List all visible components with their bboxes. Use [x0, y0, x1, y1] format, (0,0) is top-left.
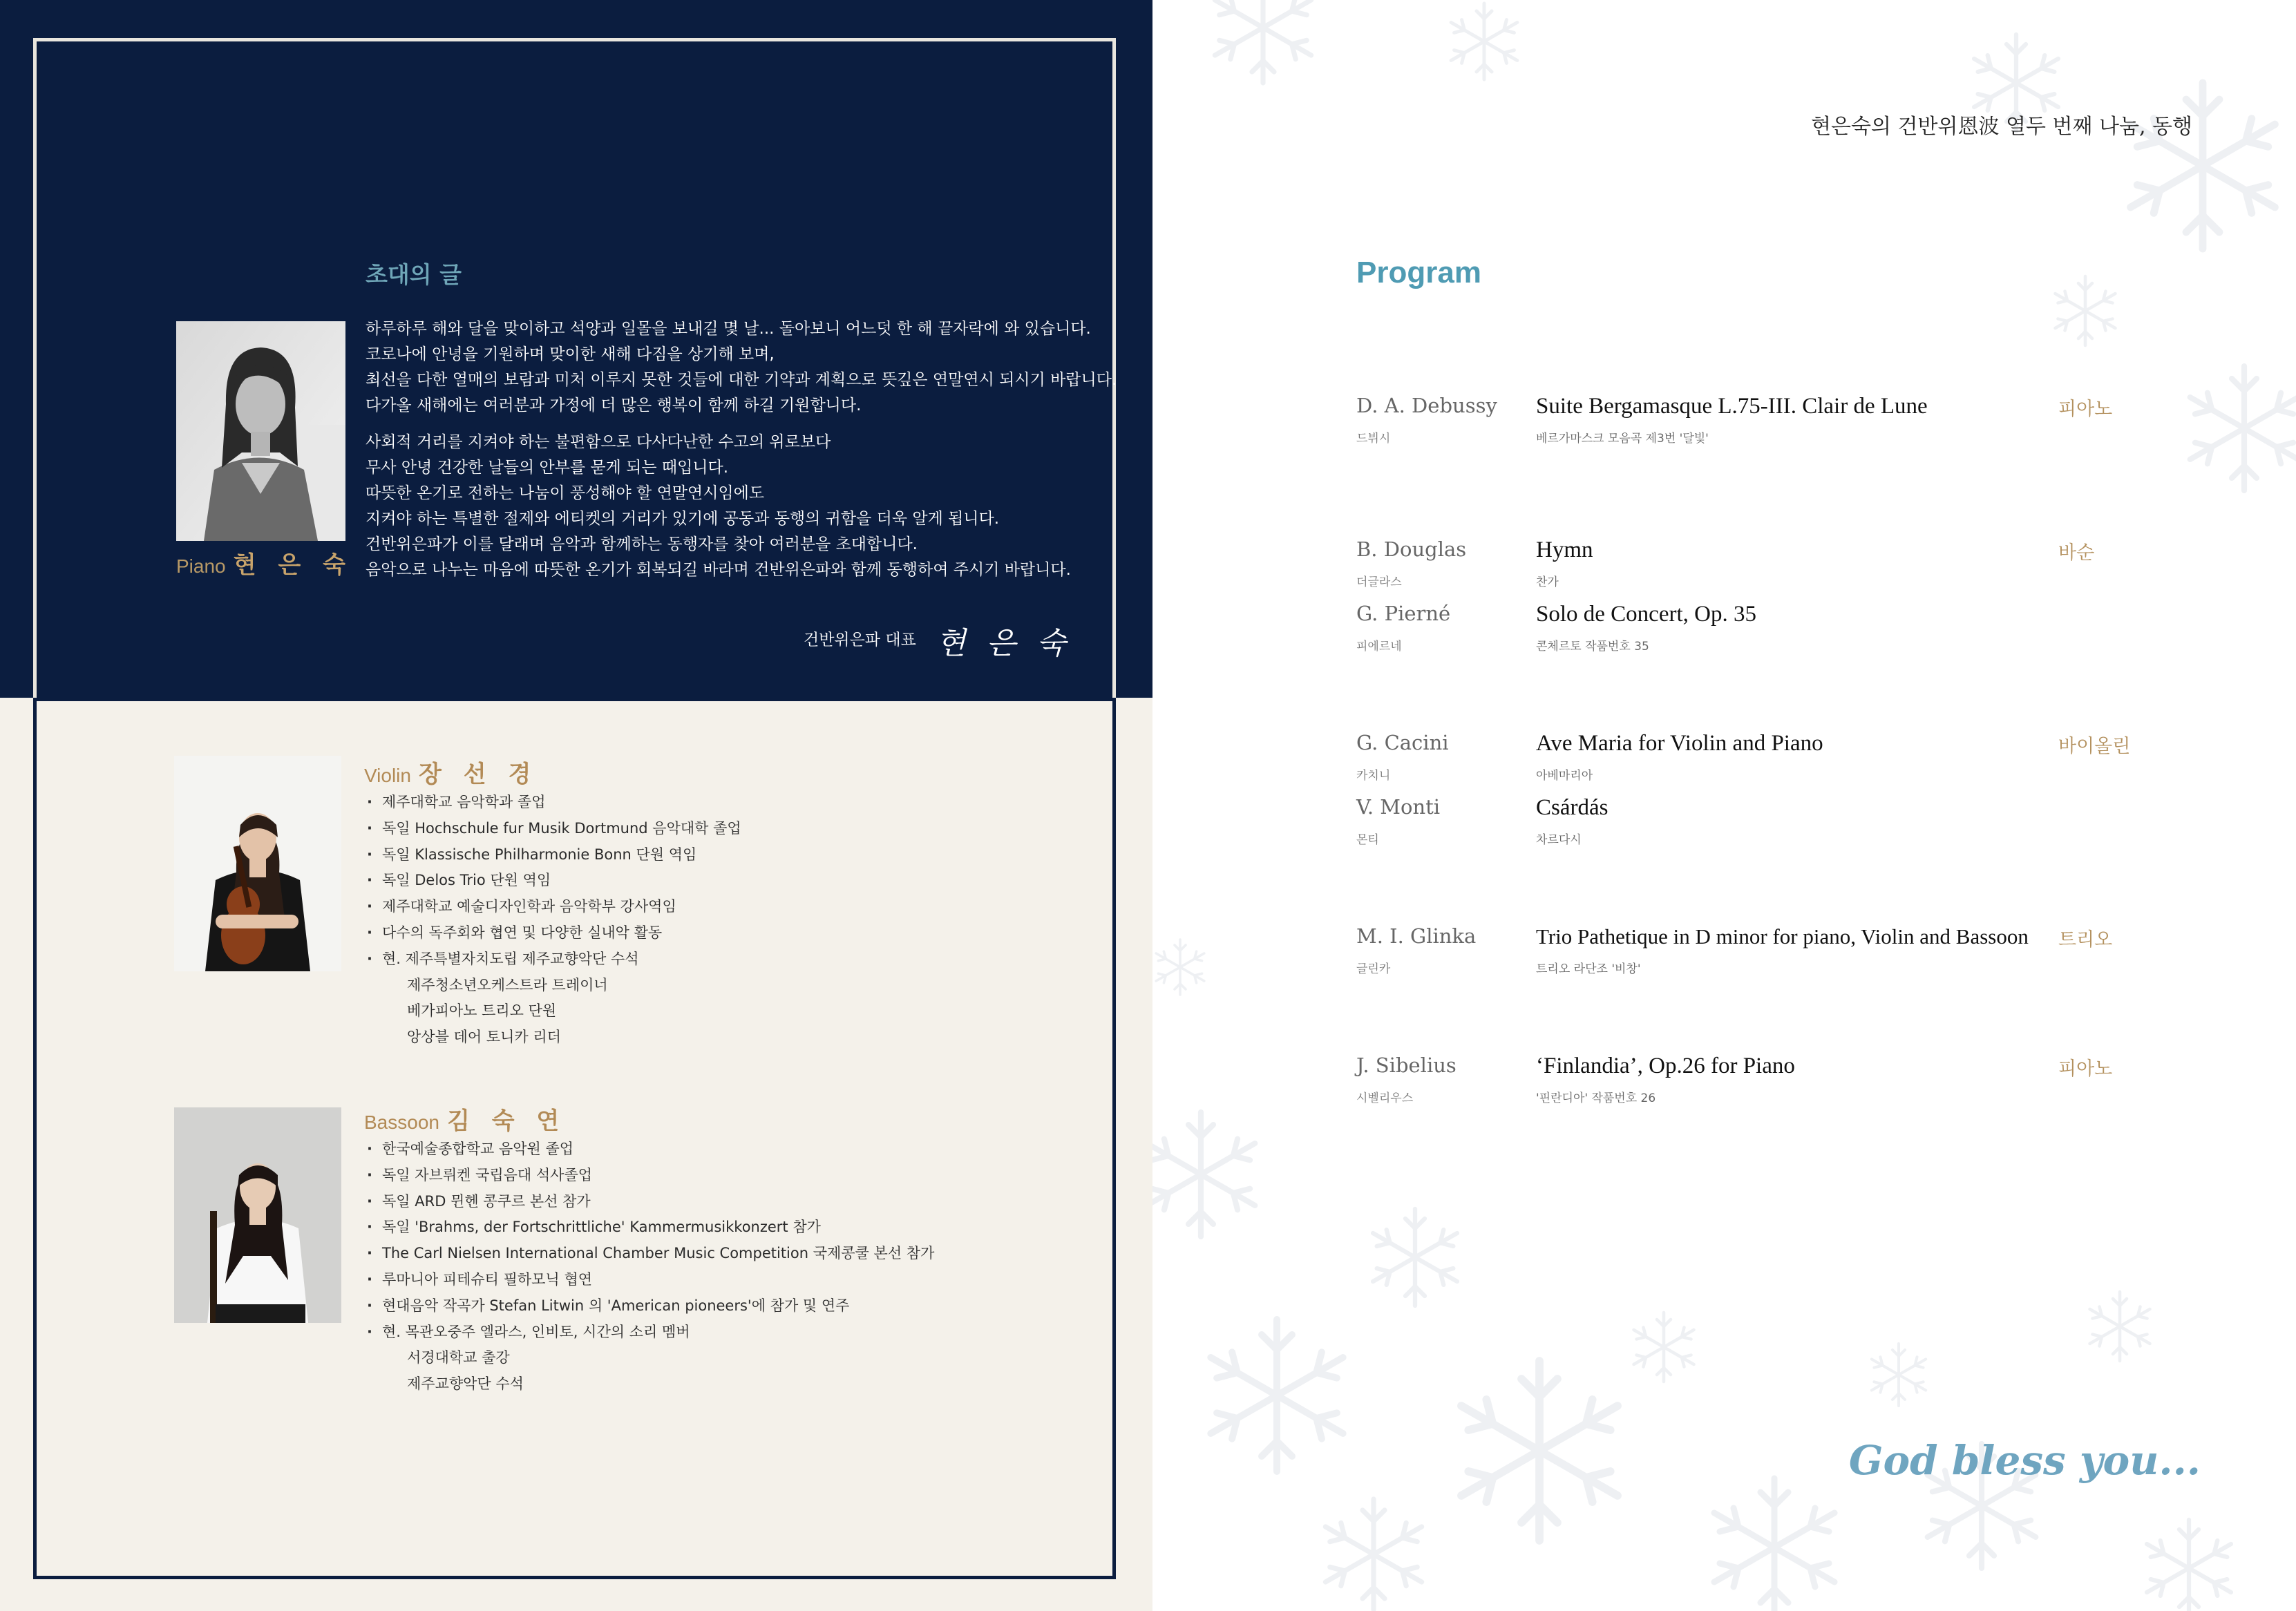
- career-item: · 독일 Delos Trio 단원 역임: [364, 868, 1083, 894]
- invitation-line: 코로나에 안녕을 기원하며 맞이한 새해 다짐을 상기해 보며,: [366, 345, 775, 363]
- work-title-korean: 차르다시: [1536, 833, 1582, 847]
- invitation-line: 지켜야 하는 특별한 절제와 에티켓의 거리가 있기에 공동과 동행의 귀함을 더욱 알게 됩니다.: [366, 510, 1000, 528]
- composer-name: G. Cacini: [1356, 731, 1449, 754]
- violinist-career-list: [364, 790, 1083, 1051]
- pianist-photo: [176, 321, 345, 541]
- invitation-line: 하루하루 해와 달을 맞이하고 석양과 일몰을 보내길 몇 날... 돌아보니 어느덧 한 해 끝자락에 와 있습니다.: [366, 320, 1091, 338]
- composer-name-korean: 피에르네: [1356, 640, 1402, 654]
- program-heading: Program: [1356, 256, 1481, 289]
- career-item: · 제주대학교 음악학과 졸업: [364, 790, 1083, 816]
- bassoonist-instrument: Bassoon: [364, 1112, 439, 1133]
- work-title-korean: 베르가마스크 모음곡 제3번 '달빛': [1536, 432, 1709, 446]
- program-item: [1356, 1054, 2255, 1109]
- bassoonist-bio: [174, 1102, 1072, 1399]
- bassoonist-photo: [174, 1107, 341, 1323]
- program-item: [1356, 924, 2255, 980]
- pianist-caption: [176, 546, 352, 580]
- invitation-line: 최선을 다한 열매의 보람과 미처 이루지 못한 것들에 대한 기약과 계획으로 뜻깊은 연말연시 되시기 바랍니다.: [366, 371, 1117, 389]
- composer-name: G. Pierné: [1356, 602, 1451, 625]
- composer-name-korean: 몬티: [1356, 833, 1379, 847]
- instrument-category: 피아노: [2058, 1058, 2113, 1080]
- work-title: Csárdás: [1536, 795, 1609, 820]
- work-title-korean: 트리오 라단조 '비창': [1536, 962, 1641, 976]
- career-item: · 독일 자브뤼켄 국립음대 석사졸업: [364, 1163, 1083, 1189]
- violinist-text: [364, 755, 1083, 1051]
- pianist-name: 현 은 숙: [233, 551, 352, 579]
- concert-title: 현은숙의 건반위恩波 열두 번째 나눔, 동행: [1811, 115, 2192, 139]
- work-title-korean: '핀란디아' 작품번호 26: [1536, 1092, 1656, 1105]
- composer-name: D. A. Debussy: [1356, 394, 1497, 417]
- career-item: · 독일 Klassische Philharmonie Bonn 단원 역임: [364, 842, 1083, 868]
- work-title: ‘Finlandia’, Op.26 for Piano: [1536, 1054, 1795, 1078]
- violinist-instrument: Violin: [364, 765, 411, 786]
- career-item: · 현. 제주특별자치도립 제주교향악단 수석: [364, 946, 1083, 973]
- work-title: Ave Maria for Violin and Piano: [1536, 731, 1823, 756]
- career-item: 앙상블 데어 토니카 리더: [407, 1029, 561, 1046]
- instrument-category: 바이올린: [2058, 736, 2131, 757]
- invitation-line: 무사 안녕 건강한 날들의 안부를 묻게 되는 때입니다.: [366, 459, 729, 477]
- invitation-line: 다가올 새해에는 여러분과 가정에 더 많은 행복이 함께 하길 기원합니다.: [366, 397, 862, 414]
- bassoonist-career-list: [364, 1136, 1083, 1398]
- career-item: · The Carl Nielsen International Chamber Music Competition 국제콩쿨 본선 참가: [364, 1241, 1083, 1267]
- bassoonist-name: 김 숙 연: [447, 1107, 567, 1135]
- invitation-paragraph: [366, 316, 1117, 419]
- career-item: · 루마니아 피테슈티 필하모닉 협연: [364, 1267, 1083, 1293]
- invitation-line: 따뜻한 온기로 전하는 나눔이 풍성해야 할 연말연시임에도: [366, 484, 765, 502]
- pianist-instrument: Piano: [176, 555, 226, 577]
- composer-name-korean: 카치니: [1356, 769, 1391, 783]
- composer-name-korean: 드뷔시: [1356, 432, 1391, 446]
- program-item: [1356, 537, 2255, 593]
- violinist-heading: [364, 755, 1083, 790]
- work-title: Solo de Concert, Op. 35: [1536, 602, 1756, 627]
- bassoonist-heading: [364, 1102, 1083, 1136]
- career-item: 제주청소년오케스트라 트레이너: [407, 976, 608, 993]
- composer-name: B. Douglas: [1356, 537, 1467, 561]
- career-item: · 현. 목관오중주 엘라스, 인비토, 시간의 소리 멤버: [364, 1319, 1083, 1346]
- program-item: [1356, 731, 2255, 786]
- composer-name-korean: 글린카: [1356, 962, 1391, 976]
- instrument-category: 피아노: [2058, 399, 2113, 420]
- career-item: · 한국예술종합학교 음악원 졸업: [364, 1136, 1083, 1163]
- career-item: · 독일 Hochschule fur Musik Dortmund 음악대학 졸업: [364, 816, 1083, 842]
- program-item: [1356, 394, 2255, 449]
- violinist-name: 장 선 경: [419, 761, 538, 788]
- career-item: · 현대음악 작곡가 Stefan Litwin 의 'American pioneers'에 참가 및 연주: [364, 1293, 1083, 1319]
- violinist-photo: [174, 756, 341, 971]
- closing-blessing: God bless you...: [1848, 1437, 2201, 1484]
- signature-label: 건반위은파 대표: [804, 631, 916, 649]
- program-item: [1356, 795, 2255, 850]
- instrument-category: 바순: [2058, 542, 2095, 564]
- composer-name-korean: 시벨리우스: [1356, 1092, 1414, 1105]
- composer-name: M. I. Glinka: [1356, 924, 1477, 948]
- work-title-korean: 콘체르토 작품번호 35: [1536, 640, 1649, 654]
- invitation-line: 음악으로 나누는 마음에 따뜻한 온기가 회복되길 바라며 건반위은파와 함께 동행하여 주시기 바랍니다.: [366, 561, 1071, 579]
- program-page: [1152, 0, 2296, 1611]
- invitation-paragraph: [366, 430, 1098, 583]
- career-item: · 독일 ARD 뮌헨 콩쿠르 본선 참가: [364, 1189, 1083, 1215]
- invitation-body: [366, 316, 1117, 594]
- career-item: · 다수의 독주회와 협연 및 다양한 실내악 활동: [364, 920, 1083, 946]
- bassoonist-text: [364, 1102, 1083, 1398]
- work-title-korean: 찬가: [1536, 575, 1559, 589]
- career-item: 베가피아노 트리오 단원: [407, 1002, 557, 1020]
- career-item: · 독일 'Brahms, der Fortschrittliche' Kammermusikkonzert 참가: [364, 1214, 1083, 1241]
- work-title: Hymn: [1536, 537, 1593, 562]
- work-title: Suite Bergamasque L.75-III. Clair de Lune: [1536, 394, 1928, 419]
- work-title-korean: 아베마리아: [1536, 769, 1593, 783]
- program-item: [1356, 602, 2255, 657]
- instrument-category: 트리오: [2058, 929, 2113, 951]
- invitation-title: 초대의 글: [366, 261, 462, 288]
- career-item: 제주교향악단 수석: [407, 1375, 524, 1393]
- composer-name: J. Sibelius: [1356, 1054, 1457, 1077]
- work-title: Trio Pathetique in D minor for piano, Violin and Bassoon: [1536, 924, 2029, 949]
- invitation-line: 사회적 거리를 지켜야 하는 불편함으로 다사다난한 수고의 위로보다: [366, 433, 831, 451]
- invitation-line: 건반위은파가 이를 달래며 음악과 함께하는 동행자를 찾아 여러분을 초대합니다.: [366, 535, 918, 553]
- career-item: · 제주대학교 예술디자인학과 음악학부 강사역임: [364, 894, 1083, 920]
- violinist-bio: [174, 755, 1072, 1052]
- career-item: 서경대학교 출강: [407, 1349, 510, 1366]
- signature: [804, 618, 1072, 662]
- composer-name: V. Monti: [1356, 795, 1441, 819]
- signature-name: 현 은 숙: [936, 626, 1072, 661]
- composer-name-korean: 더글라스: [1356, 575, 1402, 589]
